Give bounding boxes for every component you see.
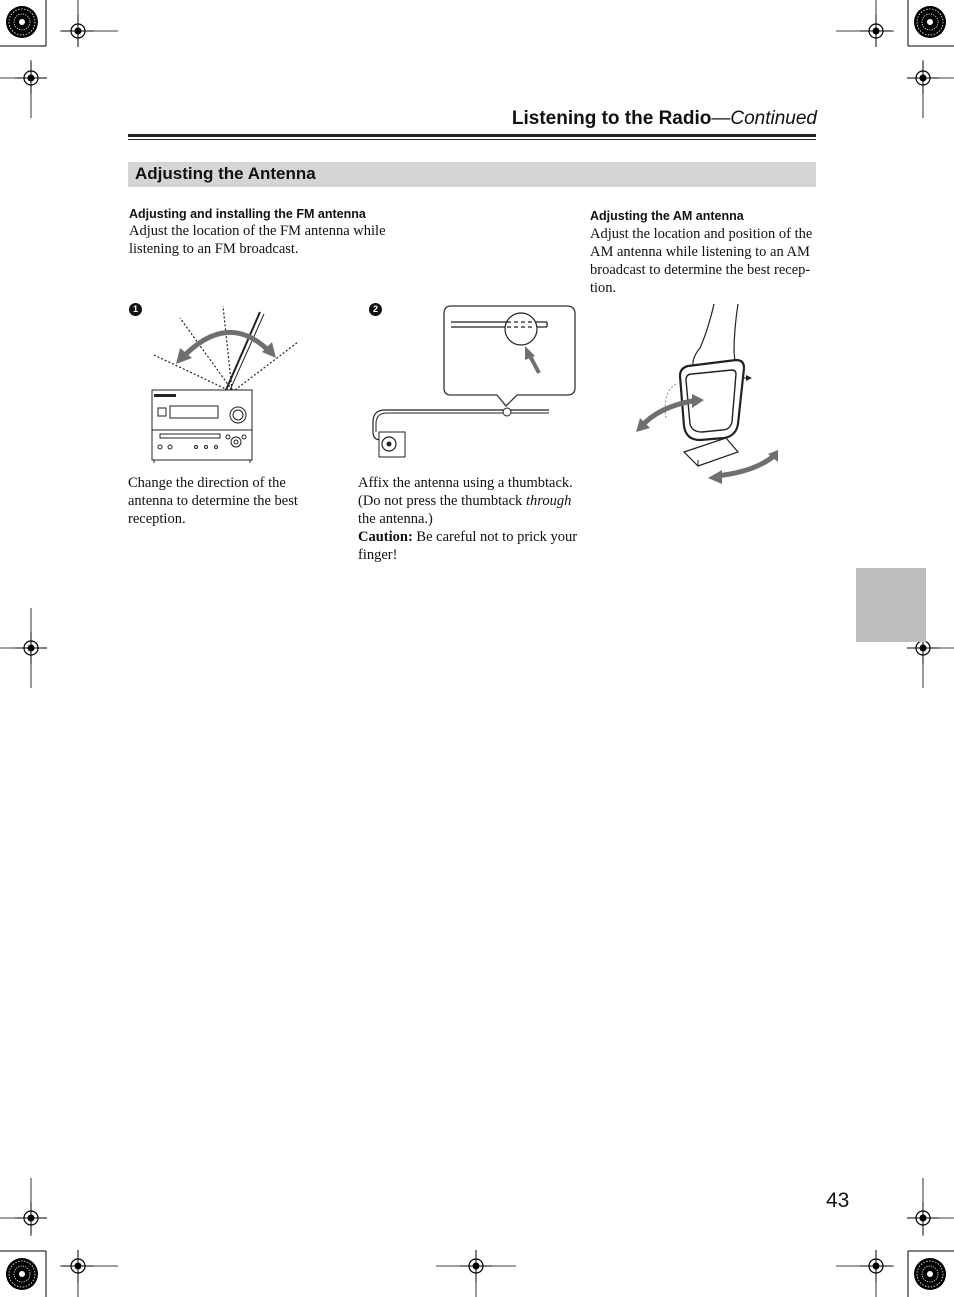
fm-intro-line2: listening to an FM broadcast.: [129, 241, 299, 257]
step-2-line2-text: (Do not press the thumbtack: [358, 493, 526, 509]
step-1-line2: antenna to determine the best: [128, 493, 298, 509]
am-loop-antenna-illustration: [628, 300, 788, 490]
header-title-text: Listening to the Radio: [511, 108, 712, 129]
fm-heading: Adjusting and installing the FM antenna: [129, 207, 366, 221]
step-1-caption: [128, 474, 318, 528]
section-heading-bar: [128, 162, 816, 187]
header-continued: —Continued: [711, 108, 817, 129]
step-2-badge: 2: [369, 303, 382, 316]
step-2-line2-emphasis: through: [525, 493, 572, 509]
fm-intro-line1: Adjust the location of the FM antenna while: [129, 223, 386, 239]
header-rule-thin: [128, 139, 816, 140]
fm-antenna-direction-illustration: [140, 300, 310, 470]
am-intro: [590, 225, 820, 297]
page-number: 43: [826, 1189, 850, 1212]
fm-thumbtack-illustration: [365, 300, 580, 465]
step-1-line1: Change the direction of the: [128, 475, 286, 491]
fm-intro: [129, 222, 409, 258]
step-2-caption: [358, 474, 588, 564]
caution-label: Caution:: [358, 529, 413, 545]
step-1-badge: 1: [129, 303, 142, 316]
am-intro-line4: tion.: [590, 280, 617, 296]
am-intro-line3: broadcast to determine the best recep-: [590, 262, 811, 278]
caution-text: Be careful not to prick your: [412, 529, 578, 545]
step-1-line3: reception.: [128, 511, 186, 527]
am-heading: Adjusting the AM antenna: [590, 209, 744, 223]
page-header-title: [512, 108, 817, 130]
step-2-line3: the antenna.): [358, 511, 433, 527]
caution-line: [358, 528, 588, 546]
am-intro-line1: Adjust the location and position of the: [590, 226, 813, 242]
header-rule-thick: [128, 134, 816, 137]
section-heading: Adjusting the Antenna: [135, 164, 316, 183]
caution-line2: finger!: [358, 547, 398, 563]
step-2-line2: [358, 492, 588, 510]
step-2-line1: Affix the antenna using a thumbtack.: [358, 475, 573, 491]
am-intro-line2: AM antenna while listening to an AM: [590, 244, 810, 260]
chapter-side-tab: [856, 568, 926, 642]
